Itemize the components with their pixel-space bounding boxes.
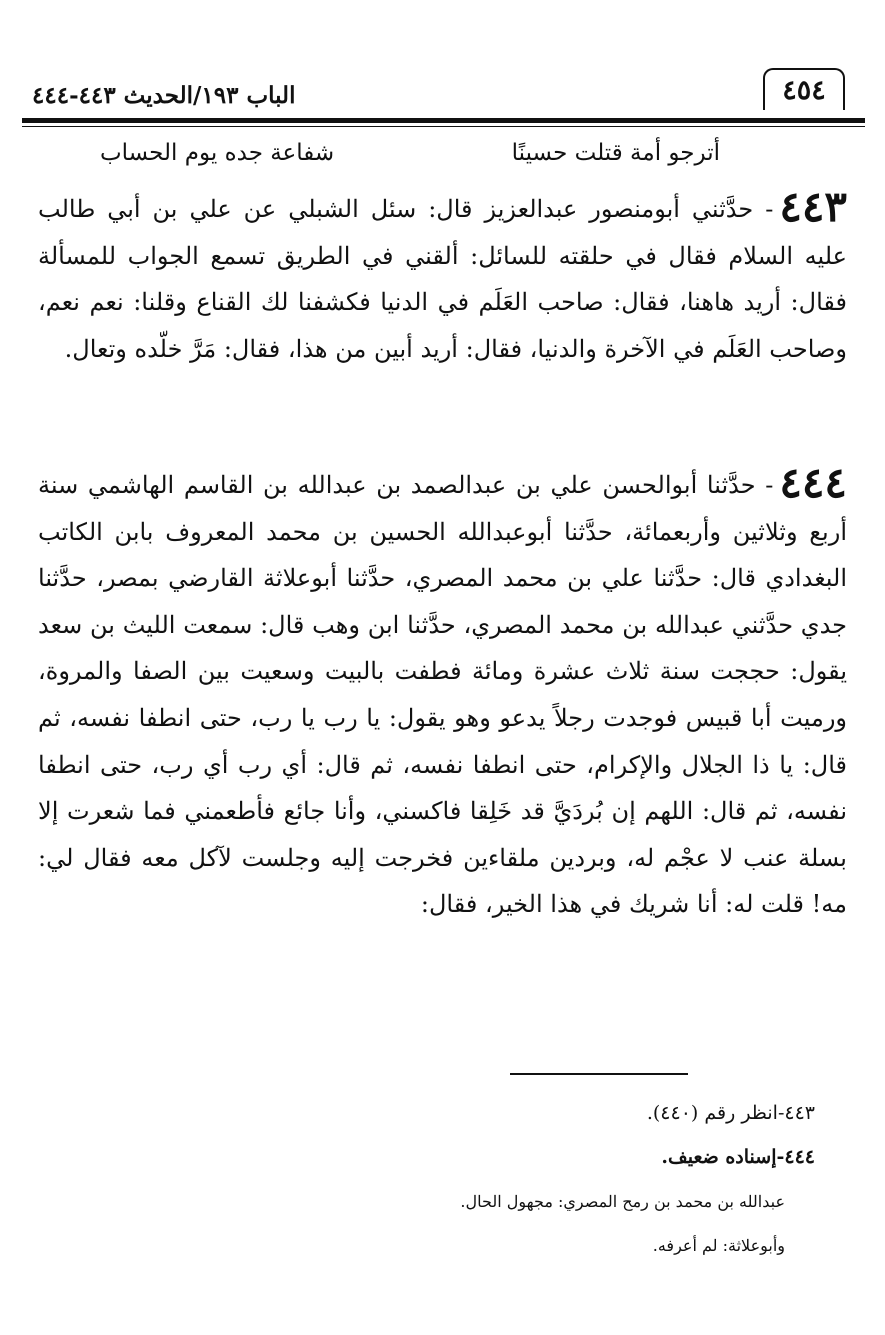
footnote-443: ٤٤٣-انظر رقم (٤٤٠).: [646, 1102, 815, 1124]
hadith-443-paragraph: [38, 182, 847, 372]
verse-hemistich-first: أترجو أمة قتلت حسينًا: [511, 140, 720, 166]
header-rule-thin: [22, 126, 865, 127]
page-number-frame: [763, 68, 845, 110]
hadith-text: - حدَّثني أبومنصور عبدالعزيز قال: سئل الشبلي عن علي بن أبي طالب عليه السلام فقال في حلقته للسائل: ألقني في الطريق تسمع الجواب للمسألة فقال: أريد هاهنا، فقال: صاحب العَلَم في الدنيا فكشفنا لك القناع وقلنا: نعم نعم، وصاحب العَلَم في الآخرة والدنيا، فقال: أريد أبين من هذا، فقال: مَرَّ خلّده وتعال.: [38, 195, 847, 363]
hadith-number: ٤٤٤: [779, 458, 847, 507]
chapter-title: الباب ١٩٣/الحديث ٤٤٣-٤٤٤: [32, 82, 296, 109]
header-rule-thick: [22, 118, 865, 123]
page-number: ٤٥٤: [782, 74, 826, 106]
page-header: [22, 60, 865, 122]
footnote-444-note-1: عبدالله بن محمد بن رمح المصري: مجهول الحال.: [460, 1192, 785, 1211]
poetry-verse: [60, 140, 720, 180]
footnote-444-note-2: وأبوعلاثة: لم أعرفه.: [652, 1236, 785, 1255]
verse-hemistich-second: شفاعة جده يوم الحساب: [100, 140, 335, 166]
hadith-text: - حدَّثنا أبوالحسن علي بن عبدالصمد بن عبدالله بن القاسم الهاشمي سنة أربع وثلاثين وأربعمائة، حدَّثنا أبوعبدالله الحسين بن محمد المعروف بابن الكاتب البغدادي قال: حدَّثنا علي بن محمد المصري، حدَّثنا أبوعلاثة القارضي بمصر، حدَّثنا جدي حدَّثني عبدالله بن محمد المصري، حدَّثنا ابن وهب قال: سمعت الليث بن سعد يقول: حججت سنة ثلاث عشرة ومائة فطفت بالبيت وسعيت بين الصفا والمروة، ورميت أبا قبيس فوجدت رجلاً يدعو وهو يقول: يا رب يا رب، حتى انطفا نفسه، ثم قال: يا ذا الجلال والإكرام، حتى انطفا نفسه، ثم قال: أي رب أي رب، حتى انطفا نفسه، ثم قال: اللهم إن بُردَيَّ قد خَلِقا فاكسني، وأنا جائع فأطعمني فما شعرت إلا بسلة عنب لا عجْم له، وبردين ملقاءين فخرجت إليه وجلست لآكل معه فقال لي: مه! قلت له: أنا شريك في هذا الخير، فقال:: [38, 471, 848, 919]
hadith-444-paragraph: [38, 458, 848, 928]
footnote-444: ٤٤٤-إسناده ضعيف.: [661, 1146, 815, 1168]
hadith-number: ٤٤٣: [779, 182, 847, 231]
footnote-separator: [510, 1073, 688, 1075]
